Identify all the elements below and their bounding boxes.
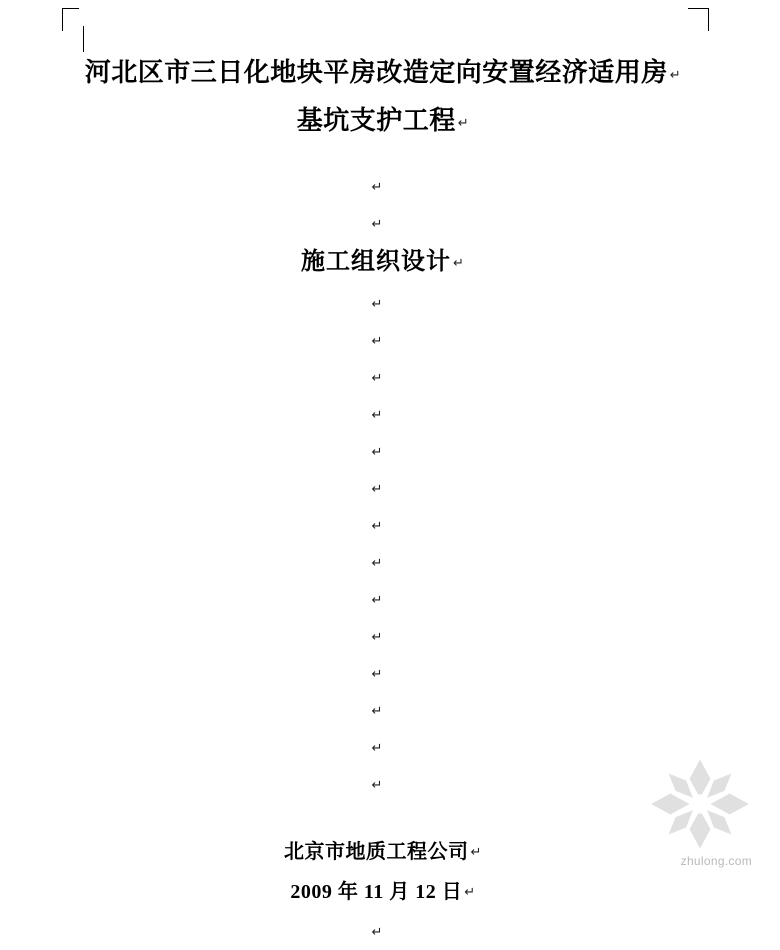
empty-paragraph — [78, 359, 688, 396]
document-title-line-1-text: 河北区市三日化地块平房改造定向安置经济适用房 — [84, 58, 668, 87]
document-subtitle-text: 施工组织设计 — [301, 249, 452, 275]
paragraph-mark-icon: ↵ — [371, 370, 383, 385]
paragraph-mark-icon: ↵ — [371, 179, 383, 194]
empty-paragraph — [78, 655, 688, 692]
paragraph-mark-icon: ↵ — [371, 740, 383, 755]
spacer — [78, 803, 688, 833]
paragraph-mark-icon: ↵ — [371, 444, 383, 459]
document-title-line-2 — [78, 100, 688, 146]
paragraph-mark-icon: ↵ — [669, 67, 682, 82]
paragraph-mark-icon: ↵ — [464, 884, 476, 899]
paragraph-mark-icon: ↵ — [371, 924, 383, 939]
spacer — [78, 146, 688, 168]
paragraph-mark-icon: ↵ — [371, 296, 383, 311]
paragraph-mark-icon: ↵ — [371, 629, 383, 644]
paragraph-mark-icon: ↵ — [371, 592, 383, 607]
page-margin-mark-top-right — [688, 8, 709, 31]
empty-paragraph — [78, 168, 688, 205]
watermark-text: zhulong.com — [680, 854, 752, 868]
document-footer-date-text: 2009 年 11 月 12 日 — [290, 881, 463, 903]
empty-paragraph — [78, 729, 688, 766]
document-title-line-2-text: 基坑支护工程 — [296, 106, 456, 135]
paragraph-mark-icon: ↵ — [371, 407, 383, 422]
empty-paragraph — [78, 433, 688, 470]
empty-paragraph — [78, 322, 688, 359]
empty-paragraph — [78, 692, 688, 729]
document-footer-date — [78, 873, 688, 913]
page-margin-mark-top-left — [62, 8, 79, 31]
document-title-line-1 — [78, 52, 688, 98]
empty-paragraph — [78, 913, 688, 950]
document-footer-company-text: 北京市地质工程公司 — [284, 841, 469, 863]
paragraph-mark-icon: ↵ — [371, 216, 383, 231]
paragraph-mark-icon: ↵ — [470, 844, 482, 859]
empty-paragraph — [78, 396, 688, 433]
empty-paragraph — [78, 205, 688, 242]
paragraph-mark-icon: ↵ — [371, 777, 383, 792]
empty-paragraph — [78, 618, 688, 655]
document-subtitle — [78, 242, 688, 285]
paragraph-mark-icon: ↵ — [371, 481, 383, 496]
document-content — [78, 52, 688, 950]
paragraph-mark-icon: ↵ — [371, 703, 383, 718]
empty-paragraph — [78, 470, 688, 507]
paragraph-mark-icon: ↵ — [371, 518, 383, 533]
paragraph-mark-icon: ↵ — [457, 115, 470, 130]
paragraph-mark-icon: ↵ — [371, 666, 383, 681]
empty-paragraph — [78, 581, 688, 618]
empty-paragraph — [78, 285, 688, 322]
paragraph-mark-icon: ↵ — [371, 333, 383, 348]
empty-paragraph — [78, 507, 688, 544]
empty-paragraph — [78, 766, 688, 803]
paragraph-mark-icon: ↵ — [371, 555, 383, 570]
empty-paragraph — [78, 544, 688, 581]
document-footer-company — [78, 833, 688, 873]
text-cursor — [83, 26, 84, 52]
paragraph-mark-icon: ↵ — [453, 255, 465, 270]
